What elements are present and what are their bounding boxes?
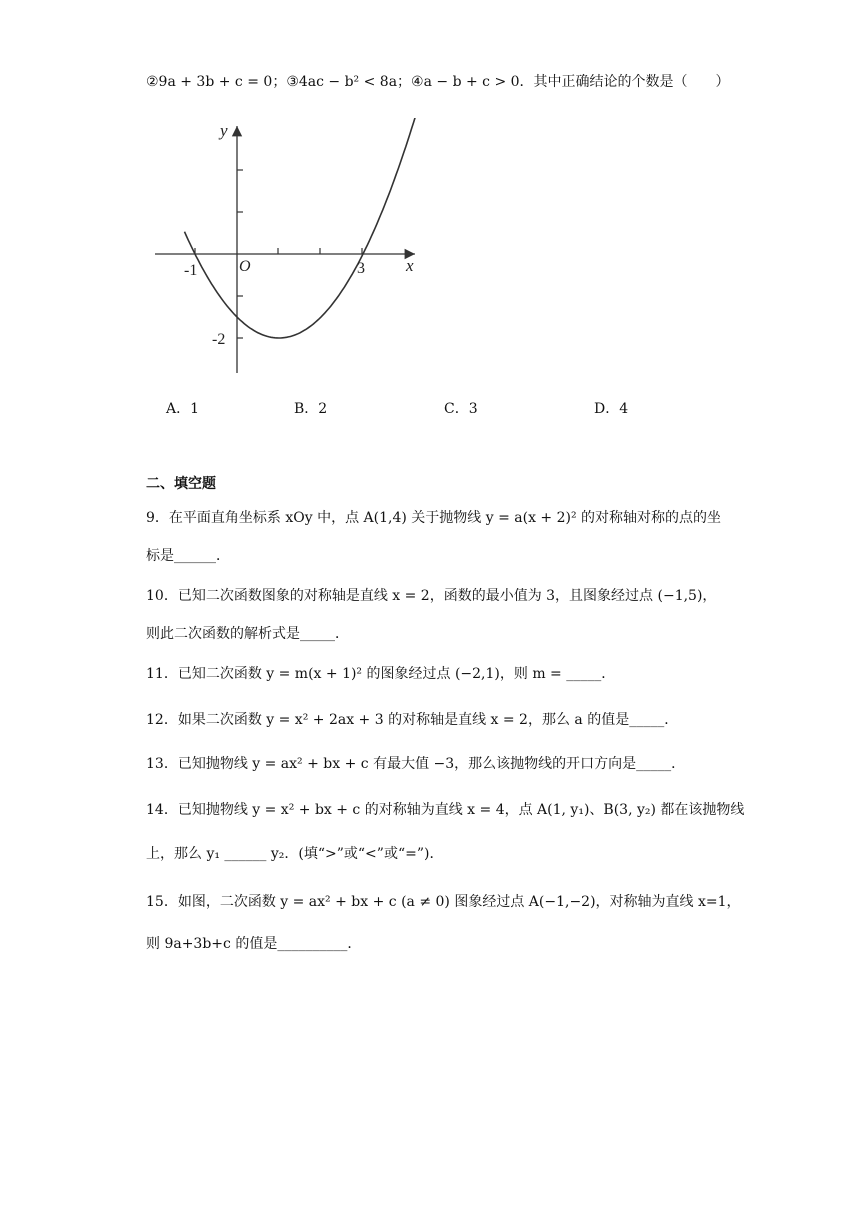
q9-line1: 9．在平面直角坐标系 xOy 中，点 A(1,4) 关于抛物线 y = a(x + 2)² 的对称轴对称的点的坐 <box>146 510 722 526</box>
q9-line2: 标是______． <box>146 548 230 564</box>
tick-label-3: 3 <box>357 260 365 277</box>
parabola-graph <box>150 118 430 378</box>
option-a[interactable]: A．1 <box>166 401 200 417</box>
q10-line1: 10．已知二次函数图象的对称轴是直线 x = 2，函数的最小值为 3，且图象经过点 (−1,5)， <box>146 588 717 604</box>
tick-label-neg1: -1 <box>184 262 198 279</box>
option-d[interactable]: D．4 <box>594 401 629 417</box>
q8-conditions-text: ②9a + 3b + c = 0；③4ac − b² < 8a；④a − b + c > 0．其中正确结论的个数是（ ） <box>146 74 730 90</box>
q12-text: 12．如果二次函数 y = x² + 2ax + 3 的对称轴是直线 x = 2，那么 a 的值是_____． <box>146 712 679 728</box>
tick-label-neg2: -2 <box>212 331 226 348</box>
q14-line1: 14．已知抛物线 y = x² + bx + c 的对称轴为直线 x = 4，点 A(1, y₁)、B(3, y₂) 都在该抛物线 <box>146 802 745 818</box>
x-axis-label: x <box>406 256 414 275</box>
y-axis-label: y <box>220 121 228 140</box>
q14-line2: 上，那么 y₁ ______ y₂．(填“>”或“<”或“=”)． <box>146 846 444 862</box>
option-b[interactable]: B．2 <box>294 401 328 417</box>
parabola-curve <box>185 118 416 338</box>
q15-line2: 则 9a+3b+c 的值是__________． <box>146 936 362 952</box>
q15-line1: 15．如图，二次函数 y = ax² + bx + c (a ≠ 0) 图象经过点 A(−1,−2)，对称轴为直线 x=1， <box>146 894 741 910</box>
q10-line2: 则此二次函数的解析式是_____． <box>146 626 349 642</box>
q11-text: 11．已知二次函数 y = m(x + 1)² 的图象经过点 (−2,1)，则 m = _____． <box>146 666 616 682</box>
origin-label: O <box>239 258 251 275</box>
section-heading: 二、填空题 <box>146 476 216 492</box>
x-ticks <box>195 248 362 254</box>
option-c[interactable]: C．3 <box>444 401 478 417</box>
q13-text: 13．已知抛物线 y = ax² + bx + c 有最大值 −3，那么该抛物线的开口方向是_____． <box>146 756 686 772</box>
